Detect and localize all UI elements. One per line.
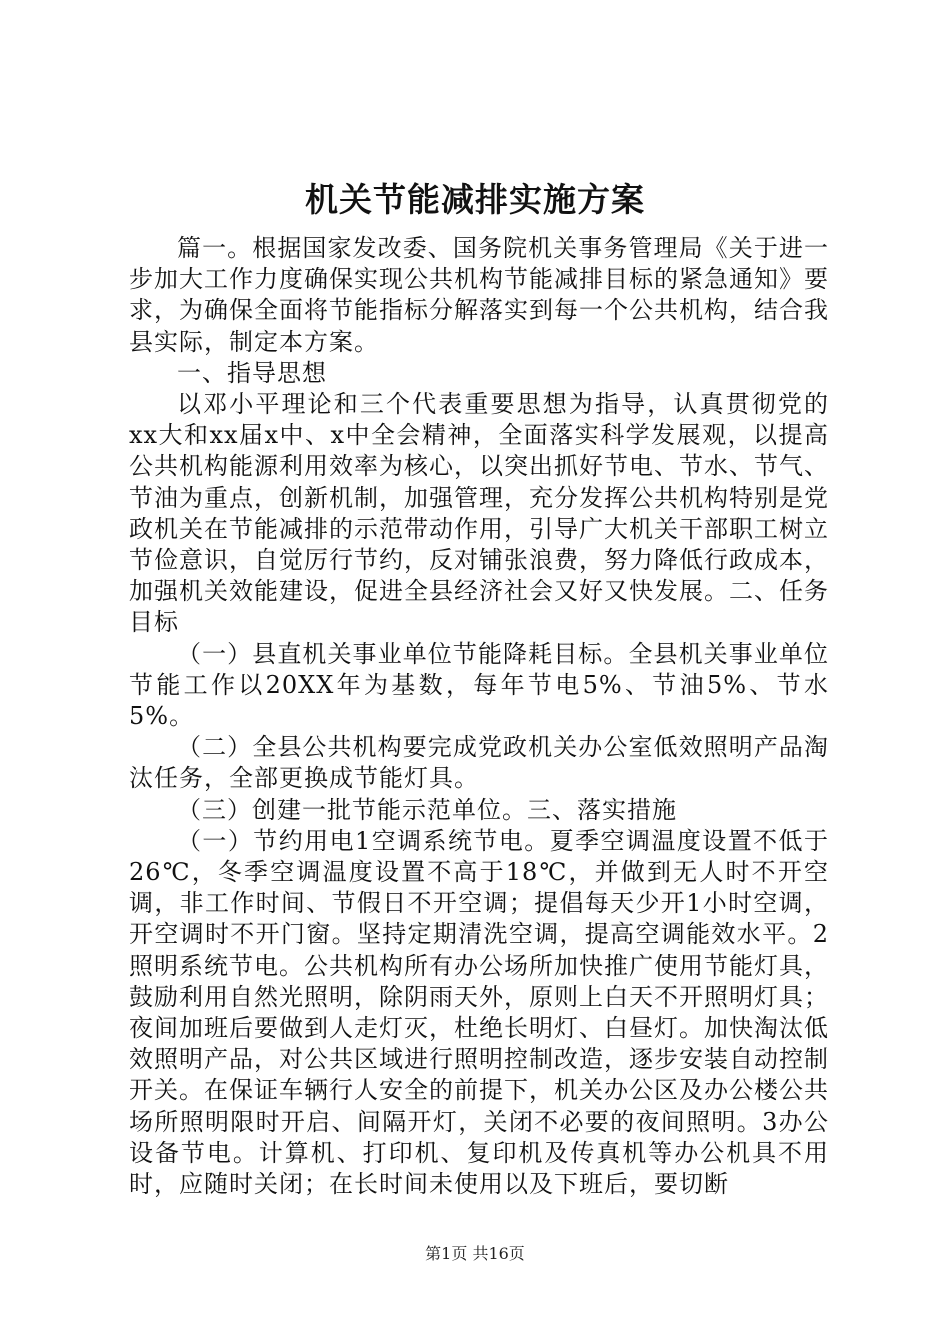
heading-guiding-ideology: 一、指导思想 [177, 358, 327, 387]
page-indicator: 第1页 共16页 [425, 1244, 525, 1263]
document-title: 机关节能减排实施方案 [305, 180, 645, 219]
document-body [129, 233, 829, 1200]
paragraph-intro: 篇一。根据国家发改委、国务院机关事务管理局《关于进一步加大工作力度确保实现公共机构节能减排目标的紧急通知》要求，为确保全面将节能指标分解落实到每一个公共机构，结合我县实际，制定本方案。 [129, 234, 829, 356]
paragraph-target-3: （三）创建一批节能示范单位。三、落实措施 [177, 795, 677, 824]
paragraph-measures-electricity: （一）节约用电1空调系统节电。夏季空调温度设置不低于26℃，冬季空调温度设置不高于18℃，并做到无人时不开空调，非工作时间、节假日不开空调；提倡每天少开1小时空调，开空调时不开门窗。坚持定期清洗空调，提高空调能效水平。2照明系统节电。公共机构所有办公场所加快推广使用节能灯具，鼓励利用自然光照明，除阴雨天外，原则上白天不开照明灯具；夜间加班后要做到人走灯灭，杜绝长明灯、白昼灯。加快淘汰低效照明产品，对公共区域进行照明控制改造，逐步安装自动控制开关。在保证车辆行人安全的前提下，机关办公区及办公楼公共场所照明限时开启、间隔开灯，关闭不必要的夜间照明。3办公设备节电。计算机、打印机、复印机及传真机等办公机具不用时，应随时关闭；在长时间未使用以及下班后，要切断 [129, 826, 829, 1199]
paragraph-guiding-ideology: 以邓小平理论和三个代表重要思想为指导，认真贯彻党的xx大和xx届x中、x中全会精神，全面落实科学发展观，以提高公共机构能源利用效率为核心，以突出抓好节电、节水、节气、节油为重点，创新机制，加强管理，充分发挥公共机构特别是党政机关在节能减排的示范带动作用，引导广大机关干部职工树立节俭意识，自觉厉行节约，反对铺张浪费，努力降低行政成本，加强机关效能建设，促进全县经济社会又好又快发展。二、任务目标 [129, 390, 829, 637]
paragraph-target-1: （一）县直机关事业单位节能降耗目标。全县机关事业单位节能工作以20XX年为基数，每年节电5%、节油5%、节水5%。 [129, 639, 829, 731]
paragraph-target-2: （二）全县公共机构要完成党政机关办公室低效照明产品淘汰任务，全部更换成节能灯具。 [129, 733, 829, 793]
